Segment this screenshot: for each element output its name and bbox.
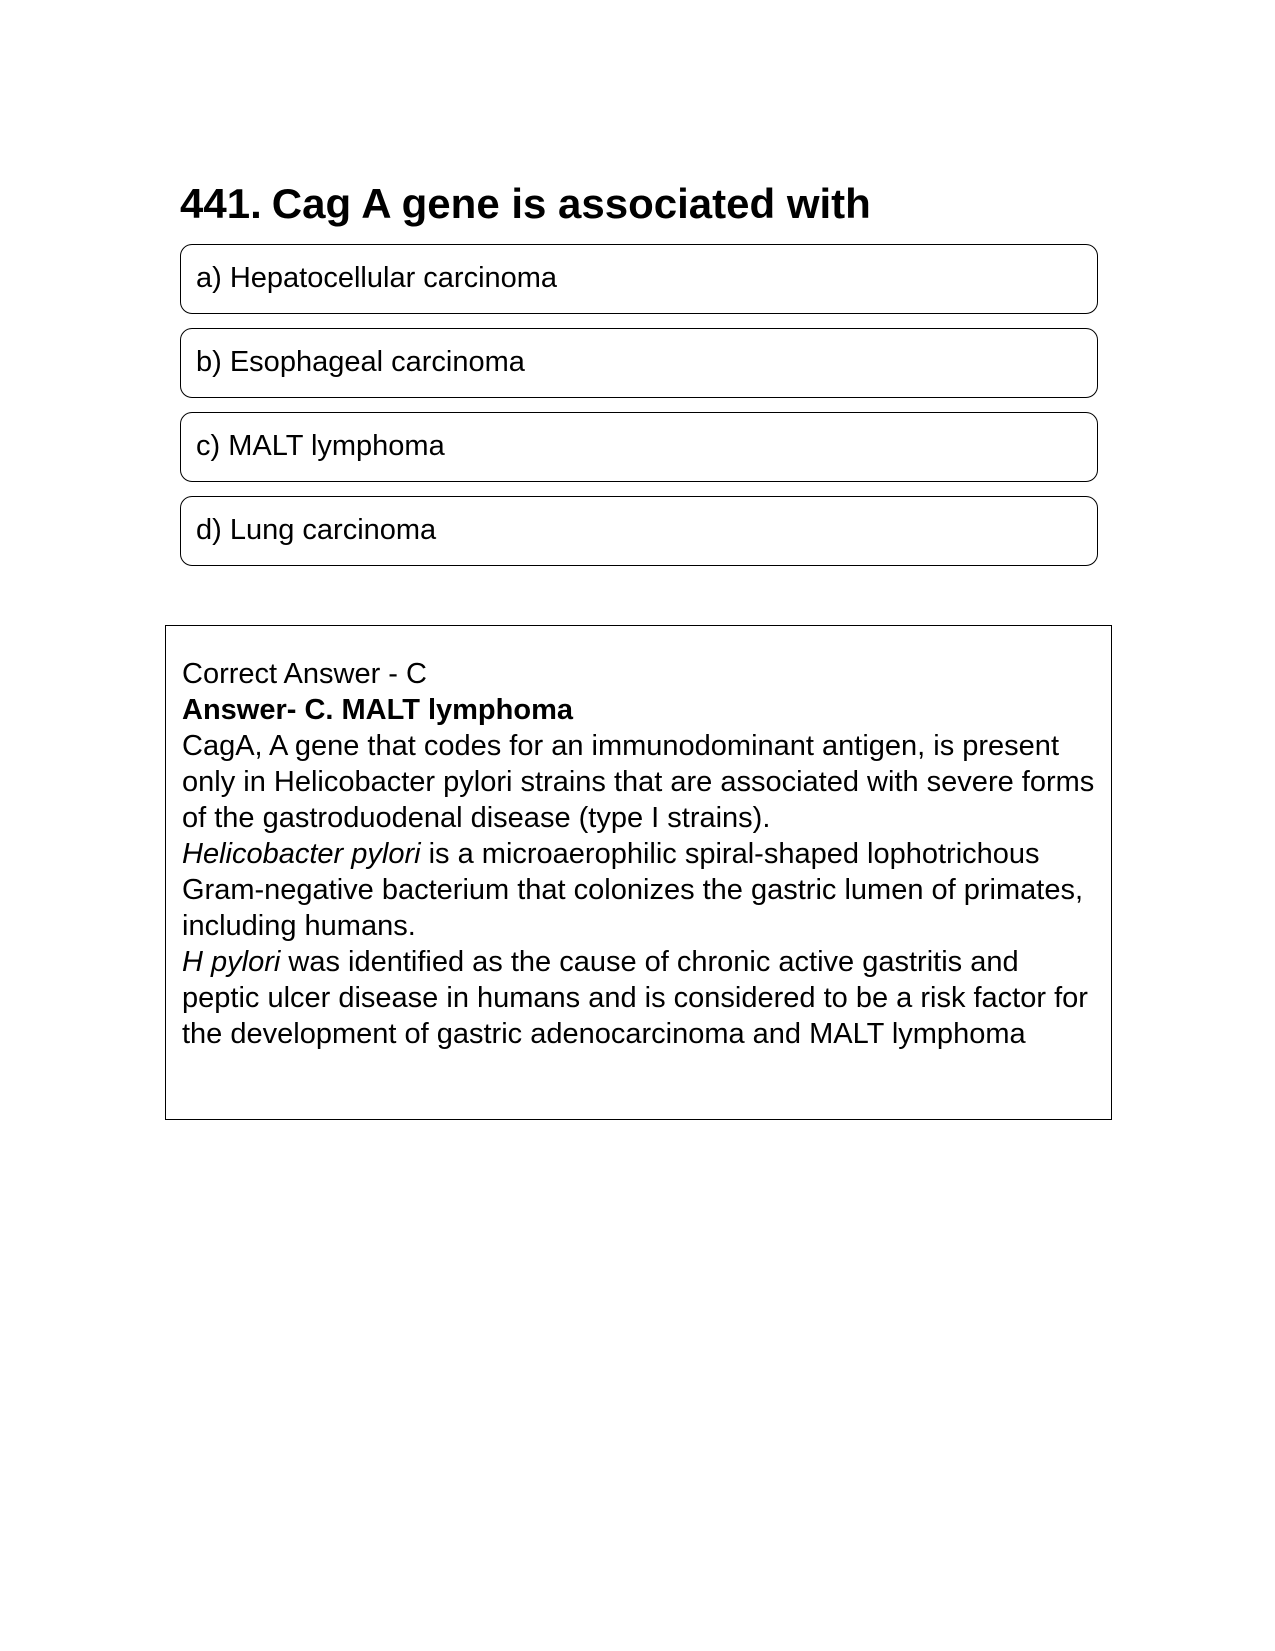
question-number: 441. [180, 180, 262, 227]
option-a[interactable]: a) Hepatocellular carcinoma [180, 244, 1098, 314]
organism-name-italic: Helicobacter pylori [182, 838, 421, 870]
correct-answer-line: Correct Answer - C [182, 658, 427, 690]
explanation-paragraph-1: CagA, A gene that codes for an immunodominant antigen, is present only in Helicobacter pylori strains that are associated with severe forms of the gastroduodenal disease (type I strains). [182, 730, 1095, 834]
explanation-paragraph-3 [182, 944, 1095, 1052]
option-d[interactable]: d) Lung carcinoma [180, 496, 1098, 566]
option-b[interactable]: b) Esophageal carcinoma [180, 328, 1098, 398]
answer-heading: Answer- C. MALT lymphoma [182, 694, 573, 726]
question-title [180, 178, 871, 230]
options-list [180, 244, 1098, 580]
explanation-paragraph-2 [182, 836, 1095, 944]
answer-explanation-box [165, 625, 1112, 1120]
question-text: Cag A gene is associated with [271, 180, 871, 227]
organism-abbrev-italic: H pylori [182, 946, 281, 978]
option-c[interactable]: c) MALT lymphoma [180, 412, 1098, 482]
explanation-paragraph-3-text: was identified as the cause of chronic active gastritis and peptic ulcer disease in humans and is considered to be a risk factor for the development of gastric adenocarcinoma and MALT lymphoma [182, 946, 1088, 1050]
explanation-paragraph-2-text: is a microaerophilic spiral-shaped lophotrichous Gram-negative bacterium that colonizes the gastric lumen of primates, including humans. [182, 838, 1084, 942]
